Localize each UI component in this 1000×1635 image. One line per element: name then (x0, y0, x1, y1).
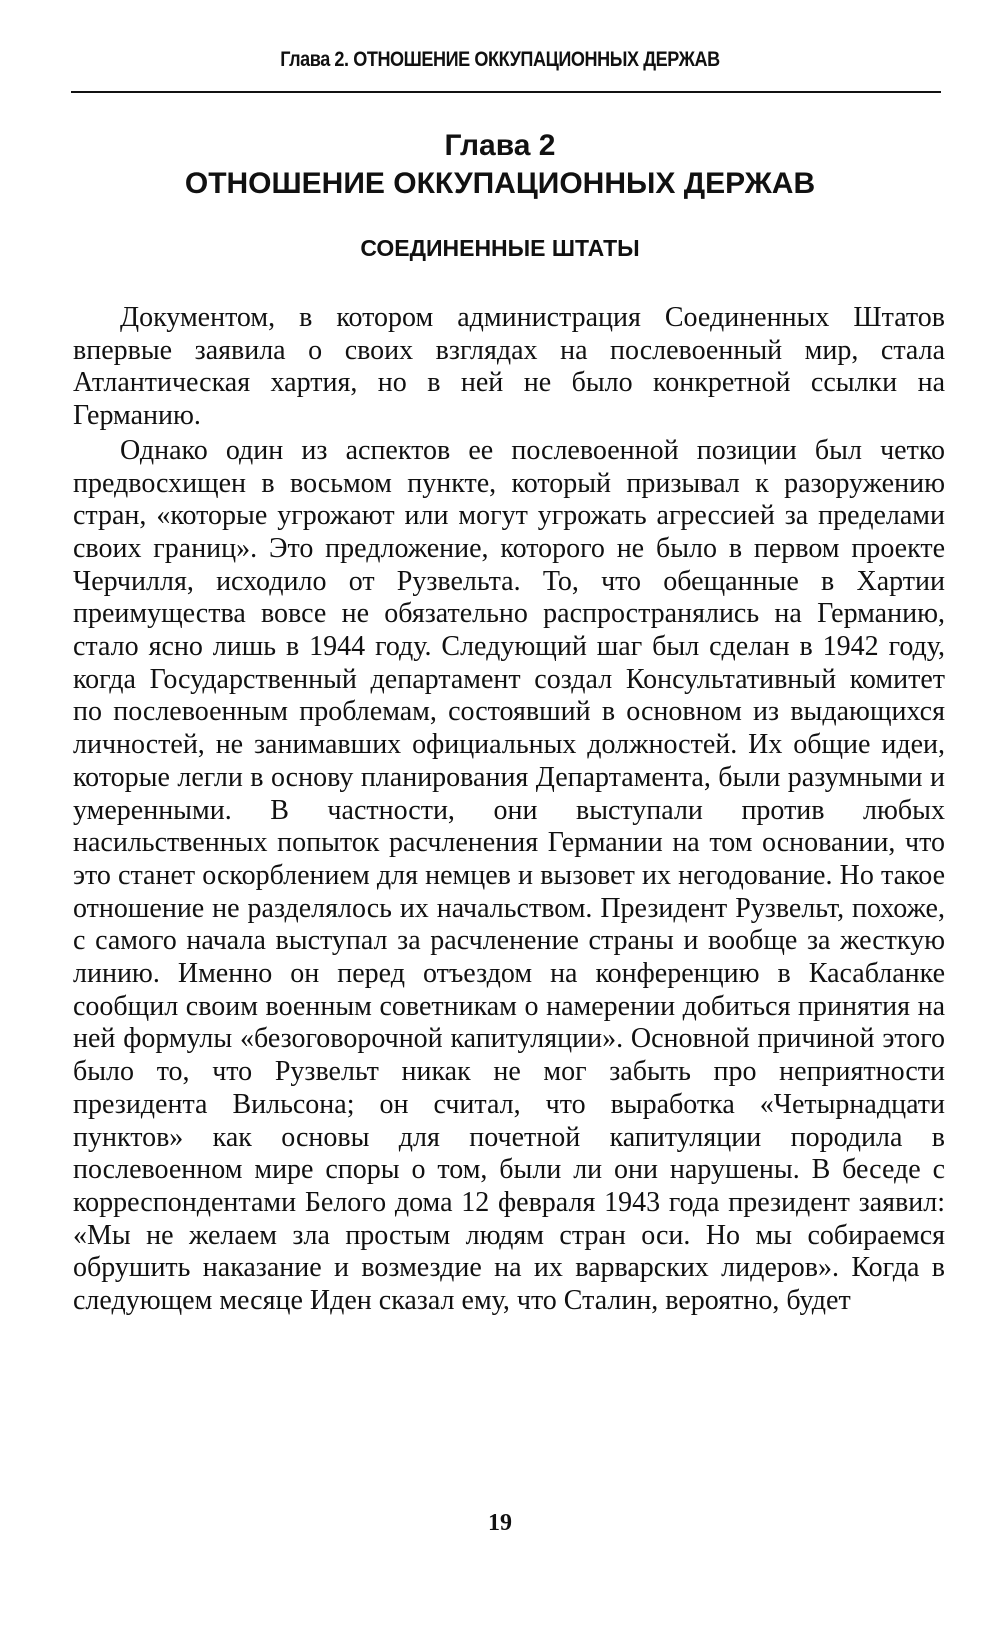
chapter-number: Глава 2 (444, 129, 556, 162)
paragraph-1: Документом, в котором администрация Соединенных Штатов впервые заявила о своих взглядах на послевоенный мир, стала Атлантическая хартия, но в ней не было конкретной ссылки на Германию. (73, 302, 945, 432)
body-text (73, 302, 945, 1318)
header-rule (71, 91, 941, 93)
running-head: Глава 2. ОТНОШЕНИЕ ОККУПАЦИОННЫХ ДЕРЖАВ (280, 48, 720, 71)
paragraph-2: Однако один из аспектов ее послевоенной позиции был четко предвосхищен в восьмом пункте, который призывал к разоружению стран, «которые угрожают или могут угрожать агрессией за пределами своих границ». Это предложение, которого не было в первом проекте Черчилля, исходило от Рузвельта. То, что обещанные в Хартии преимущества вовсе не обязательно распространялись на Германию, стало ясно лишь в 1944 году. Следующий шаг был сделан в 1942 году, когда Государственный департамент создал Консультативный комитет по послевоенным проблемам, состоявший в основном из выдающихся личностей, не занимавших официальных должностей. Их общие идеи, которые легли в основу планирования Департамента, были разумными и умеренными. В частности, они выступали против любых насильственных попыток расчленения Германии на том основании, что это станет оскорблением для немцев и вызовет их негодование. Но такое отношение не разделялось их начальством. Президент Рузвельт, похоже, с самого начала выступал за расчленение страны и вообще за жесткую линию. Именно он перед отъездом на конференцию в Касабланке сообщил своим военным советникам о намерении добиться принятия на ней формулы «безоговорочной капитуляции». Основной причиной этого было то, что Рузвельт никак не мог забыть про неприятности президента Вильсона; он считал, что выработка «Четырнадцати пунктов» как основы для почетной капитуляции породила в послевоенном мире споры о том, были ли они нарушены. В беседе с корреспондентами Белого дома 12 февраля 1943 года президент заявил: «Мы не желаем зла простым людям стран оси. Но мы собираемся обрушить наказание и возмездие на их варварских лидеров». Когда в следующем месяце Иден сказал ему, что Сталин, вероятно, будет (73, 434, 945, 1317)
section-title: СОЕДИНЕННЫЕ ШТАТЫ (360, 235, 640, 261)
page-number: 19 (488, 1510, 512, 1536)
chapter-title: ОТНОШЕНИЕ ОККУПАЦИОННЫХ ДЕРЖАВ (184, 167, 816, 200)
